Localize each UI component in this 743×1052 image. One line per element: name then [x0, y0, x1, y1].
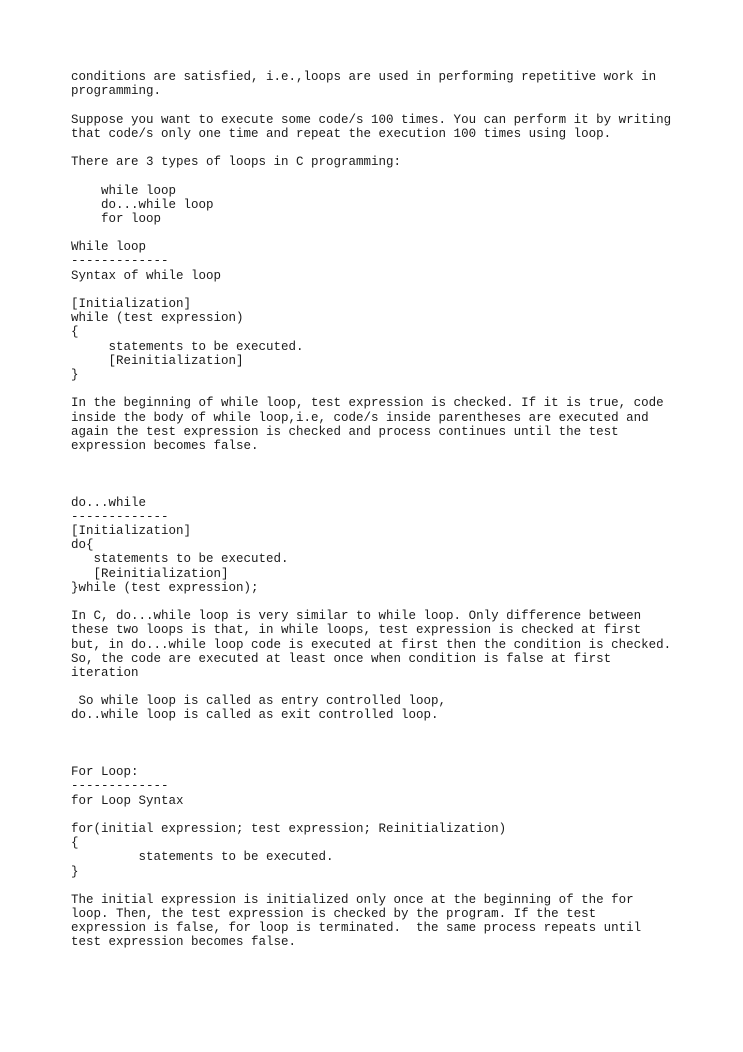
- text-line: }: [71, 367, 79, 382]
- text-line: conditions are satisfied, i.e.,loops are used in performing repetitive work in: [71, 70, 657, 84]
- text-line: -------------: [71, 779, 169, 794]
- text-line: [71, 382, 671, 396]
- text-line: [71, 481, 671, 495]
- text-line: do..while loop is called as exit controlled loop.: [71, 708, 439, 723]
- text-line: Suppose you want to execute some code/s 100 times. You can perform it by writing: [71, 112, 672, 127]
- text-line: }while (test expression);: [71, 580, 259, 595]
- text-line: do...while loop: [71, 197, 214, 212]
- text-line: [Reinitialization]: [71, 353, 244, 368]
- text-line: statements to be executed.: [71, 552, 289, 567]
- text-line: While loop: [71, 240, 147, 255]
- document-page: [71, 70, 671, 950]
- text-line: while loop: [71, 183, 177, 198]
- text-line: for Loop Syntax: [71, 793, 184, 808]
- text-line: test expression becomes false.: [71, 935, 297, 950]
- text-line: [Reinitialization]: [71, 566, 229, 581]
- text-line: In the beginning of while loop, test expression is checked. If it is true, code: [71, 396, 664, 411]
- text-line: [71, 467, 671, 481]
- text-line: {: [71, 325, 79, 340]
- text-line: iteration: [71, 665, 139, 680]
- text-line: [71, 680, 671, 694]
- text-line: There are 3 types of loops in C programming:: [71, 155, 402, 170]
- text-line: [71, 879, 671, 893]
- text-line: {: [71, 836, 79, 851]
- text-line: [71, 141, 671, 155]
- text-line: [71, 283, 671, 297]
- text-line: but, in do...while loop code is executed at first then the condition is checked.: [71, 637, 672, 652]
- text-line: for(initial expression; test expression; Reinitialization): [71, 821, 507, 836]
- text-line: The initial expression is initialized only once at the beginning of the for: [71, 892, 634, 907]
- text-line: [Initialization]: [71, 297, 192, 311]
- text-line: [71, 808, 671, 822]
- text-line: For Loop:: [71, 765, 139, 780]
- text-line: statements to be executed.: [71, 339, 304, 354]
- text-line: expression becomes false.: [71, 438, 259, 453]
- text-line: again the test expression is checked and process continues until the test: [71, 424, 619, 439]
- text-line: while (test expression): [71, 311, 244, 326]
- text-line: expression is false, for loop is terminated. the same process repeats until: [71, 921, 642, 936]
- text-line: }: [71, 864, 79, 879]
- text-line: [71, 751, 671, 765]
- text-line: -------------: [71, 509, 169, 524]
- text-line: [71, 723, 671, 737]
- text-line: [71, 453, 671, 467]
- text-line: -------------: [71, 254, 169, 269]
- text-line: [71, 98, 671, 112]
- text-line: inside the body of while loop,i.e, code/s inside parentheses are executed and: [71, 410, 649, 425]
- text-line: programming.: [71, 84, 162, 99]
- text-line: [Initialization]: [71, 524, 192, 538]
- text-line: So, the code are executed at least once when condition is false at first: [71, 651, 612, 666]
- text-line: statements to be executed.: [71, 850, 334, 865]
- text-line: [71, 737, 671, 751]
- text-line: for loop: [71, 211, 162, 226]
- text-line: [71, 595, 671, 609]
- text-line: In C, do...while loop is very similar to while loop. Only difference between: [71, 609, 642, 624]
- text-line: So while loop is called as entry controlled loop,: [71, 694, 447, 709]
- text-line: do...while: [71, 495, 147, 510]
- text-line: [71, 169, 671, 183]
- text-line: do{: [71, 538, 94, 553]
- text-line: that code/s only one time and repeat the execution 100 times using loop.: [71, 126, 612, 141]
- text-line: loop. Then, the test expression is checked by the program. If the test: [71, 907, 597, 922]
- text-line: [71, 226, 671, 240]
- text-line: these two loops is that, in while loops, test expression is checked at first: [71, 623, 642, 638]
- text-line: Syntax of while loop: [71, 268, 222, 283]
